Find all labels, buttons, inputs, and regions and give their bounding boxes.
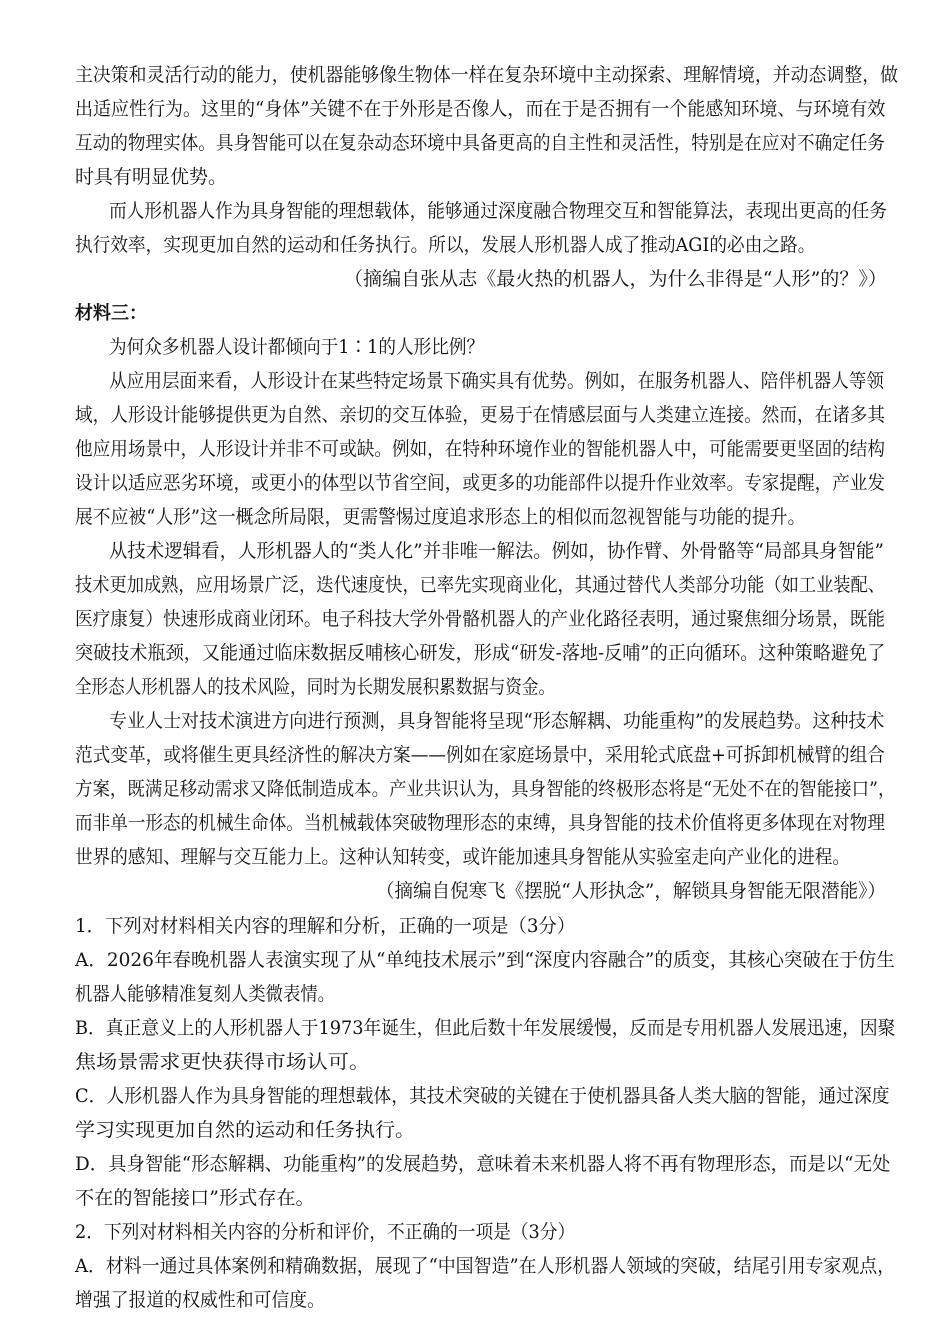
- material-3-para-b-line-3: 医疗康复）快速形成商业闭环。电子科技大学外骨骼机器人的产业化路径表明，通过聚焦细分场景，既能: [75, 608, 886, 630]
- paragraph-1-line-4: 时具有明显优势。: [75, 166, 228, 188]
- material-3-para-b-line-4: 突破技术瓶颈，又能通过临床数据反哺核心研发，形成“研发-落地-反哺”的正向循环。这种策略避免了: [75, 642, 886, 664]
- question-1-option-a-line-2: 机器人能够精准复刻人类微表情。: [75, 983, 336, 1005]
- material-3-heading: 材料三：: [75, 303, 147, 324]
- material-3-para-c-line-1: 专业人士对技术演进方向进行预测，具身智能将呈现“形态解耦、功能重构”的发展趋势。这种技术: [109, 710, 885, 732]
- material-3-para-b-line-1: 从技术逻辑看，人形机器人的“类人化”并非唯一解法。例如，协作臂、外骨骼等“局部具身智能”: [109, 540, 884, 562]
- material-3-para-b-line-5: 全形态人形机器人的技术风险，同时为长期发展积累数据与资金。: [75, 676, 556, 698]
- question-1-option-d-line-1: D．具身智能“形态解耦、功能重构”的发展趋势，意味着未来机器人将不再有物理形态，而是以“无处: [75, 1153, 891, 1175]
- material-3-para-a-line-2: 域，人形设计能够提供更为自然、亲切的交互体验，更易于在情感层面与人类建立连接。然而，在诸多其: [75, 404, 886, 426]
- question-1-option-b-line-2: 焦场景需求更快获得市场认可。: [75, 1051, 371, 1073]
- question-1-option-b-line-1: B．真正意义上的人形机器人于1973年诞生，但此后数十年发展缓慢，反而是专用机器人发展迅速，因聚: [75, 1017, 896, 1039]
- question-2-option-a-line-1: A．材料一通过具体案例和精确数据，展现了“中国智造”在人形机器人领域的突破，结尾引用专家观点，: [75, 1255, 896, 1277]
- material-3-para-c-line-2: 范式变革，或将催生更具经济性的解决方案——例如在家庭场景中，采用轮式底盘+可拆卸机械臂的组合: [75, 744, 885, 766]
- material-3-para-a-line-4: 设计以适应恶劣环境，或更小的体型以节省空间，或更多的功能部件以提升作业效率。专家提醒，产业发: [75, 472, 886, 494]
- material-3-para-c-line-3: 方案，既满足移动需求又降低制造成本。产业共识认为，具身智能的终极形态将是“无处不在的智能接口”，: [75, 778, 896, 800]
- material-3-para-b-line-2: 技术更加成熟，应用场景广泛，迭代速度快，已率先实现商业化，其通过替代人类部分功能（如工业装配、: [75, 574, 886, 596]
- paragraph-1-line-1: 主决策和灵活行动的能力，使机器能够像生物体一样在复杂环境中主动探索、理解情境，并动态调整，做: [75, 64, 899, 86]
- source-citation-2: （摘编自张从志《最火热的机器人，为什么非得是“人形”的？》）: [344, 268, 887, 290]
- material-3-source-citation: （摘编自倪寒飞《摆脱“人形执念”，解锁具身智能无限潜能》）: [376, 880, 886, 902]
- paragraph-2-line-2: 执行效率，实现更加自然的运动和任务执行。所以，发展人形机器人成了推动AGI的必由之路。: [75, 234, 816, 256]
- paragraph-2-line-1: 而人形机器人作为具身智能的理想载体，能够通过深度融合物理交互和智能算法，表现出更高的任务: [109, 200, 888, 222]
- material-3-para-c-line-4: 而非单一形态的机械生命体。当机械载体突破物理形态的束缚，具身智能的技术价值将更多体现在对物理: [75, 812, 886, 834]
- material-3-para-a-line-5: 展不应被“人形”这一概念所局限，更需警惕过度追求形态上的相似而忽视智能与功能的提升。: [75, 506, 806, 528]
- paragraph-1-line-3: 互动的物理实体。具身智能可以在复杂动态环境中具备更高的自主性和灵活性，特别是在应对不确定任务: [75, 132, 886, 154]
- question-1-stem: 1．下列对材料相关内容的理解和分析，正确的一项是（3分）: [75, 915, 576, 937]
- question-1-option-d-line-2: 不在的智能接口”形式存在。: [75, 1187, 315, 1209]
- material-3-para-a-line-3: 他应用场景中，人形设计并非不可或缺。例如，在特种环境作业的智能机器人中，可能需要更坚固的结构: [75, 438, 886, 460]
- paragraph-1-line-2: 出适应性行为。这里的“身体”关键不在于外形是否像人，而在于是否拥有一个能感知环境、与环境有效: [75, 98, 886, 120]
- question-1-option-c-line-2: 学习实现更加自然的运动和任务执行。: [75, 1119, 416, 1141]
- material-3-question-line: 为何众多机器人设计都倾向于1∶1的人形比例？: [109, 336, 485, 358]
- question-1-option-a-line-1: A．2026年春晚机器人表演实现了从“单纯技术展示”到“深度内容融合”的质变，其核心突破在于仿生: [75, 949, 895, 971]
- question-2-option-a-line-2: 增强了报道的权威性和可信度。: [75, 1289, 326, 1311]
- material-3-para-c-line-5: 世界的感知、理解与交互能力上。这种认知转变，或许能加速具身智能从实验室走向产业化的进程。: [75, 846, 851, 868]
- question-2-stem: 2．下列对材料相关内容的分析和评价，不正确的一项是（3分）: [75, 1221, 576, 1243]
- material-3-para-a-line-1: 从应用层面来看，人形设计在某些特定场景下确实具有优势。例如，在服务机器人、陪伴机器人等领: [109, 370, 885, 392]
- question-1-option-c-line-1: C．人形机器人作为具身智能的理想载体，其技术突破的关键在于使机器具备人类大脑的智能，通过深度: [75, 1085, 890, 1107]
